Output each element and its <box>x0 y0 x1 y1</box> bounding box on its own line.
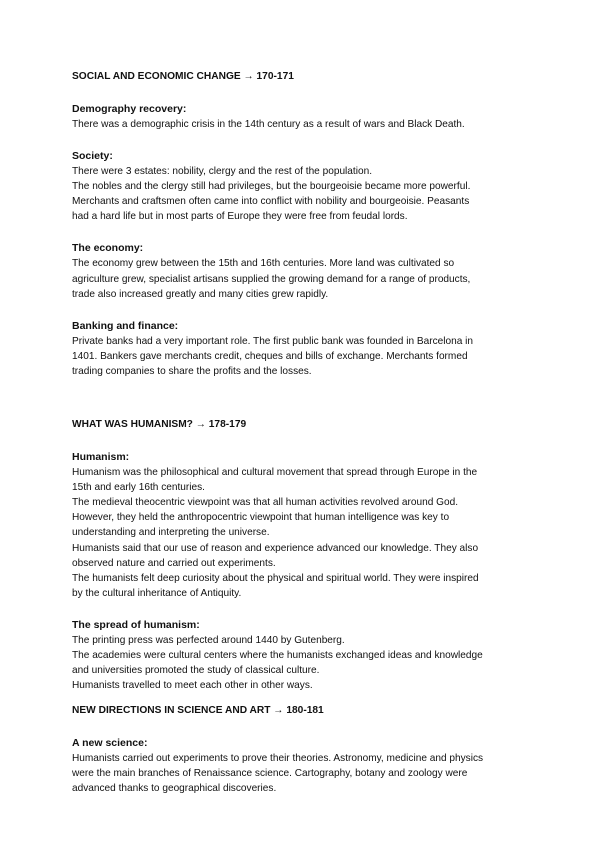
block-title: Society: <box>72 150 113 163</box>
block-economy <box>72 241 532 301</box>
text-line: Private banks had a very important role. The first public bank was founded in Barcelona in <box>72 335 473 347</box>
text-line: trading companies to share the profits and the losses. <box>72 365 312 377</box>
block-society <box>72 149 532 224</box>
block-title: The spread of humanism: <box>72 618 200 631</box>
document-content <box>72 70 532 814</box>
text-line: The nobles and the clergy still had privileges, but the bourgeoisie became more powerful. <box>72 181 471 193</box>
text-line: 1401. Bankers gave merchants credit, cheques and bills of exchange. Merchants formed <box>72 350 468 362</box>
text-line: advanced thanks to geographical discoveries. <box>72 783 277 795</box>
section-science-and-art <box>72 704 532 796</box>
block-title: A new science: <box>72 737 148 750</box>
text-line: observed nature and carried out experiments. <box>72 557 276 569</box>
block-title: The economy: <box>72 242 144 255</box>
text-line: The academies were cultural centers where the humanists exchanged ideas and knowledge <box>72 649 483 661</box>
text-line: Humanists carried out experiments to prove their theories. Astronomy, medicine and physics <box>72 753 484 765</box>
section-spacer <box>72 396 532 418</box>
text-line: There were 3 estates: nobility, clergy and the rest of the population. <box>72 166 372 178</box>
text-line: The humanists felt deep curiosity about the physical and spiritual world. They were inspired <box>72 572 479 584</box>
section-social-economic-change <box>72 70 532 379</box>
section-humanism <box>72 418 532 693</box>
text-line: were the main branches of Renaissance science. Cartography, botany and zoology were <box>72 768 468 780</box>
text-line: Humanism was the philosophical and cultural movement that spread through Europe in the <box>72 467 478 479</box>
text-line: had a hard life but in most parts of Europe they were free from feudal lords. <box>72 211 408 223</box>
text-line: There was a demographic crisis in the 14th century as a result of wars and Black Death. <box>72 119 465 130</box>
block-demography <box>72 102 532 132</box>
text-line: by the cultural inheritance of Antiquity. <box>72 587 242 599</box>
text-line: Humanists travelled to meet each other in other ways. <box>72 680 313 692</box>
block-banking <box>72 319 532 379</box>
block-title: Demography recovery: <box>72 103 187 115</box>
block-title: Humanism: <box>72 451 130 464</box>
text-line: Merchants and craftsmen often came into conflict with nobility and bourgeoisie. Peasants <box>72 196 470 208</box>
block-new-science <box>72 736 532 796</box>
text-line: 15th and early 16th centuries. <box>72 482 205 494</box>
block-spread-of-humanism <box>72 618 532 693</box>
text-line: and universities promoted the study of classical culture. <box>72 665 320 677</box>
block-title: Banking and finance: <box>72 319 179 332</box>
text-line: The economy grew between the 15th and 16th centuries. More land was cultivated so <box>72 258 455 270</box>
section-heading: SOCIAL AND ECONOMIC CHANGE → 170-171 <box>72 71 294 82</box>
section-heading: NEW DIRECTIONS IN SCIENCE AND ART → 180-181 <box>72 705 324 717</box>
text-line: The printing press was perfected around 1440 by Gutenberg. <box>72 634 345 646</box>
text-line: Humanists said that our use of reason and experience advanced our knowledge. They also <box>72 542 479 554</box>
text-line: trade also increased greatly and many cities grew rapidly. <box>72 288 329 300</box>
text-line: The medieval theocentric viewpoint was that all human activities revolved around God. <box>72 497 459 509</box>
section-heading: WHAT WAS HUMANISM? → 178-179 <box>72 419 247 431</box>
text-line: understanding and interpreting the universe. <box>72 527 270 539</box>
text-line: However, they held the anthropocentric viewpoint that human intelligence was key to <box>72 512 450 524</box>
text-line: agriculture grew, specialist artisans supplied the growing demand for a range of products, <box>72 273 471 285</box>
block-humanism <box>72 450 532 601</box>
